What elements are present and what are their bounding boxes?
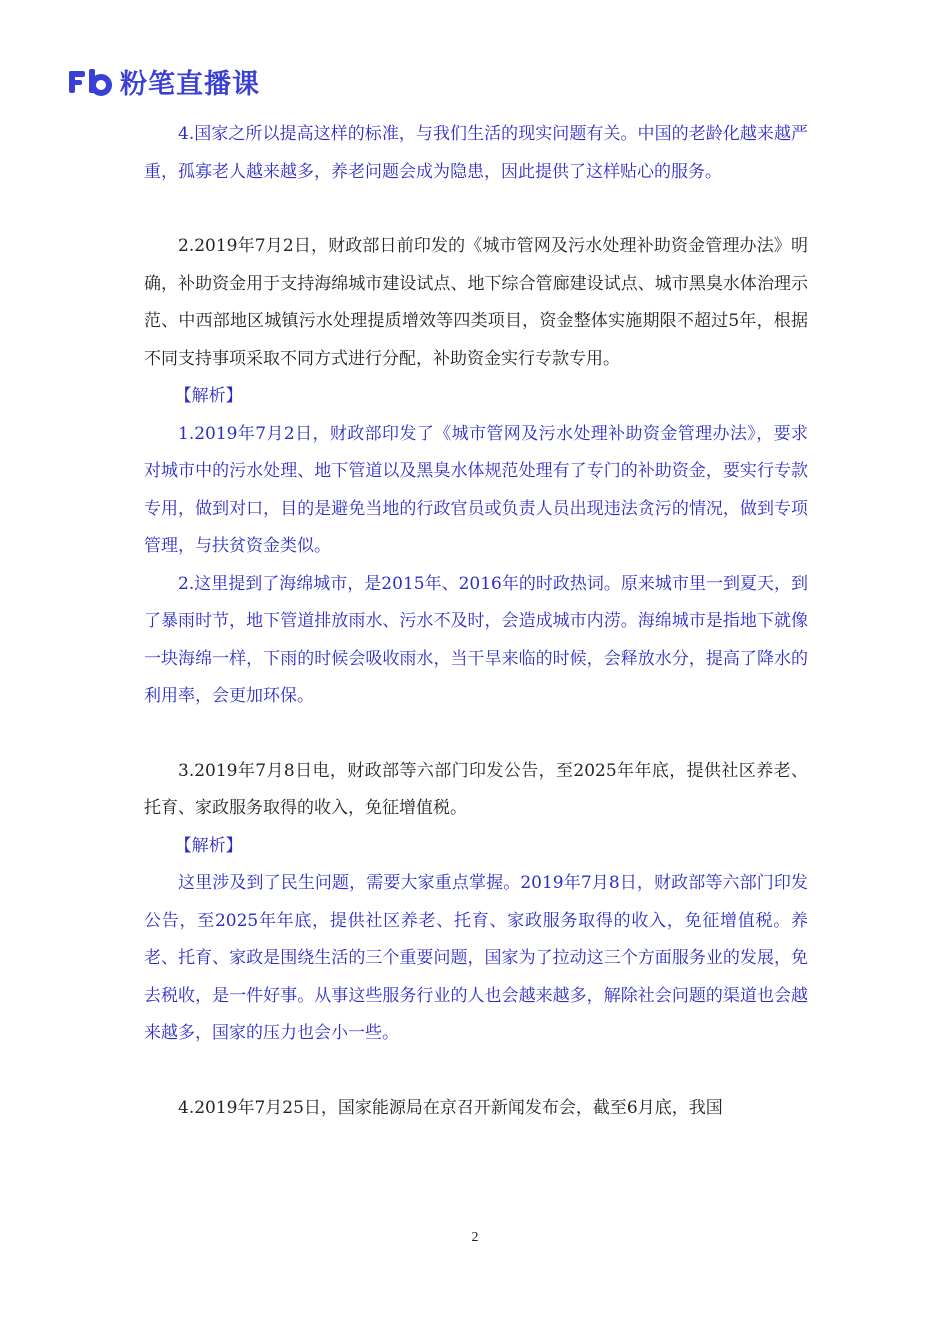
- analysis-heading: 【解析】: [174, 386, 243, 406]
- page-number: 2: [471, 1230, 479, 1245]
- analysis-paragraph: 2.这里提到了海绵城市，是2015年、2016年的时政热词。原来城市里一到夏天，到了暴雨时节，地下管道排放雨水、污水不及时，会造成城市内涝。海绵城市是指地下就像一块海绵一样，下雨的时候会吸收雨水，当干旱来临的时候，会释放水分，提高了降水的利用率，会更加环保。: [144, 573, 808, 706]
- analysis-heading: 【解析】: [174, 835, 243, 856]
- analysis-paragraph: 这里涉及到了民生问题，需要大家重点掌握。2019年7月8日，财政部等六部门印发公告，至2025年年底，提供社区养老、托育、家政服务取得的收入，免征增值税。养老、托育、家政是围绕生活的三个重要问题，国家为了拉动这三个方面服务业的发展，免去税收，是一件好事。从事这些服务行业的人也会越来越多，解除社会问题的渠道也会越来越多，国家的压力也会小一些。: [144, 873, 808, 1043]
- analysis-paragraph: 4.国家之所以提高这样的标准，与我们生活的现实问题有关。中国的老龄化越来越严重，孤寡老人越来越多，养老问题会成为隐患，因此提供了这样贴心的服务。: [144, 124, 808, 182]
- brand-logo: [68, 62, 260, 101]
- news-item: 3.2019年7月8日电，财政部等六部门印发公告，至2025年年底，提供社区养老、托育、家政服务取得的收入，免征增值税。: [144, 760, 808, 818]
- spacer: [144, 1053, 808, 1090]
- document-body: [144, 116, 808, 1127]
- spacer: [144, 191, 808, 228]
- news-item: 2.2019年7月2日，财政部日前印发的《城市管网及污水处理补助资金管理办法》明确，补助资金用于支持海绵城市建设试点、地下综合管廊建设试点、城市黑臭水体治理示范、中西部地区城镇污水处理提质增效等四类项目，资金整体实施期限不超过5年，根据不同支持事项采取不同方式进行分配，补助资金实行专款专用。: [144, 236, 808, 369]
- analysis-paragraph: 1.2019年7月2日，财政部印发了《城市管网及污水处理补助资金管理办法》，要求对城市中的污水处理、地下管道以及黑臭水体规范处理有了专门的补助资金，要实行专款专用，做到对口，目的是避免当地的行政官员或负责人员出现违法贪污的情况，做到专项管理，与扶贫资金类似。: [144, 423, 808, 556]
- brand-name: 粉笔直播课: [120, 69, 260, 100]
- news-item: 4.2019年7月25日，国家能源局在京召开新闻发布会，截至6月底，我国: [178, 1097, 723, 1118]
- fb-logo-icon: [68, 68, 112, 96]
- spacer: [144, 716, 808, 753]
